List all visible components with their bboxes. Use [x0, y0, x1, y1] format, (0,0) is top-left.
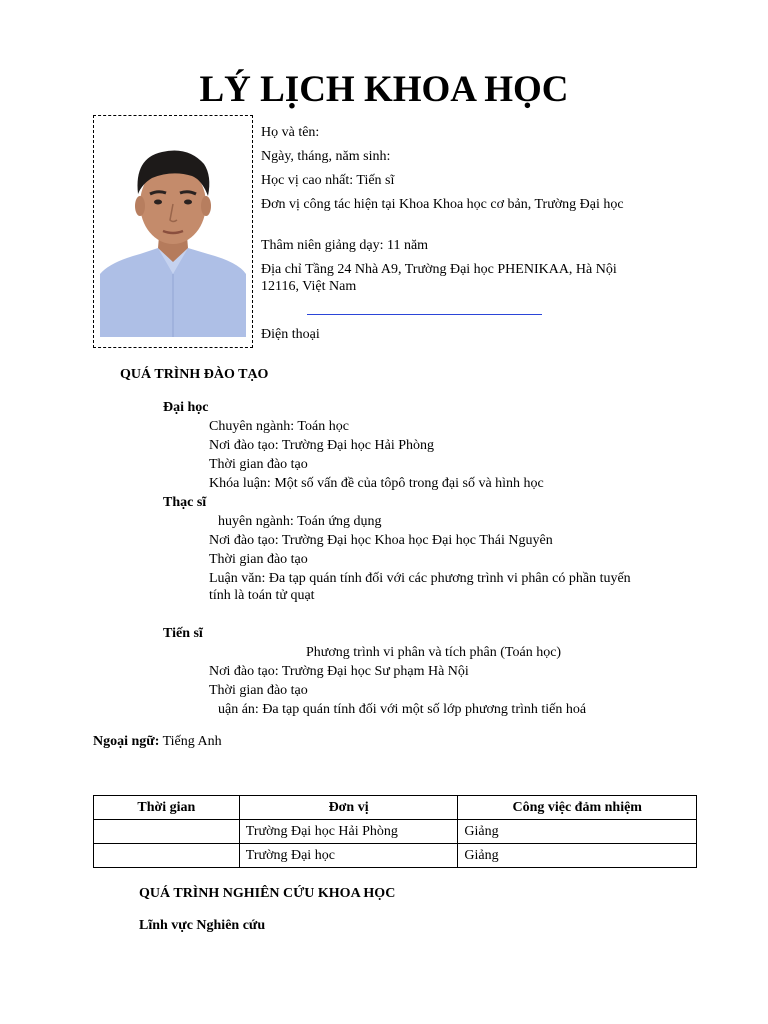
cell-time [94, 820, 240, 844]
bachelor-place: Nơi đào tạo: Trường Đại học Hải Phòng [209, 438, 434, 453]
portrait-frame [93, 115, 253, 348]
master-label: Thạc sĩ [163, 495, 207, 510]
doctor-place: Nơi đào tạo: Trường Đại học Sư phạm Hà Nội [209, 664, 469, 679]
workplace: Đơn vị công tác hiện tại Khoa Khoa học cơ bản, Trường Đại học [261, 197, 624, 212]
master-thesis-line-1: Luận văn: Đa tạp quán tính đối với các phương trình vi phân có phần tuyến [209, 571, 631, 586]
name-label: Họ và tên: [261, 125, 320, 140]
doctor-thesis: uận án: Đa tạp quán tính đối với một số lớp phương trình tiến hoá [218, 702, 587, 717]
education-heading: QUÁ TRÌNH ĐÀO TẠO [120, 367, 269, 382]
work-history-table [93, 795, 697, 868]
cell-unit: Trường Đại học Hải Phòng [239, 820, 458, 844]
bachelor-label: Đại học [163, 400, 209, 415]
master-thesis-line-2: tính là toán tử quạt [209, 588, 315, 603]
cell-duty: Giảng [458, 820, 697, 844]
research-field-label: Lĩnh vực Nghiên cứu [139, 918, 266, 933]
cell-time [94, 844, 240, 868]
dob-label: Ngày, tháng, năm sinh: [261, 149, 391, 164]
table-row [94, 844, 697, 868]
email-link-underline[interactable] [307, 314, 542, 315]
teaching-seniority: Thâm niên giảng dạy: 11 năm [261, 238, 429, 253]
phone-label: Điện thoại [261, 327, 320, 342]
highest-degree: Học vị cao nhất: Tiến sĩ [261, 173, 395, 188]
column-header-duty: Công việc đảm nhiệm [458, 796, 697, 820]
foreign-language-label: Ngoại ngữ: [93, 734, 160, 749]
column-header-time: Thời gian [94, 796, 240, 820]
bachelor-major: Chuyên ngành: Toán học [209, 419, 349, 434]
address-line-1: Địa chỉ Tầng 24 Nhà A9, Trường Đại học PHENIKAA, Hà Nội [261, 262, 617, 277]
master-time: Thời gian đào tạo [209, 552, 308, 567]
master-major: huyên ngành: Toán ứng dụng [218, 514, 382, 529]
table-row [94, 820, 697, 844]
portrait-photo [100, 124, 246, 337]
document-title: LÝ LỊCH KHOA HỌC [199, 69, 569, 110]
portrait-image [100, 124, 246, 337]
doctor-major: Phương trình vi phân và tích phân (Toán học) [306, 645, 562, 660]
bachelor-time: Thời gian đào tạo [209, 457, 308, 472]
cell-unit: Trường Đại học [239, 844, 458, 868]
research-heading: QUÁ TRÌNH NGHIÊN CỨU KHOA HỌC [139, 886, 396, 901]
master-place: Nơi đào tạo: Trường Đại học Khoa học Đại học Thái Nguyên [209, 533, 553, 548]
column-header-unit: Đơn vị [239, 796, 458, 820]
bachelor-thesis: Khóa luận: Một số vấn đề của tôpô trong đại số và hình học [209, 476, 544, 491]
foreign-language-value: Tiếng Anh [159, 734, 222, 749]
doctor-label: Tiến sĩ [163, 626, 203, 641]
cell-duty: Giảng [458, 844, 697, 868]
table-header-row [94, 796, 697, 820]
doctor-time: Thời gian đào tạo [209, 683, 308, 698]
foreign-language [93, 733, 222, 750]
address-line-2: 12116, Việt Nam [261, 279, 357, 294]
